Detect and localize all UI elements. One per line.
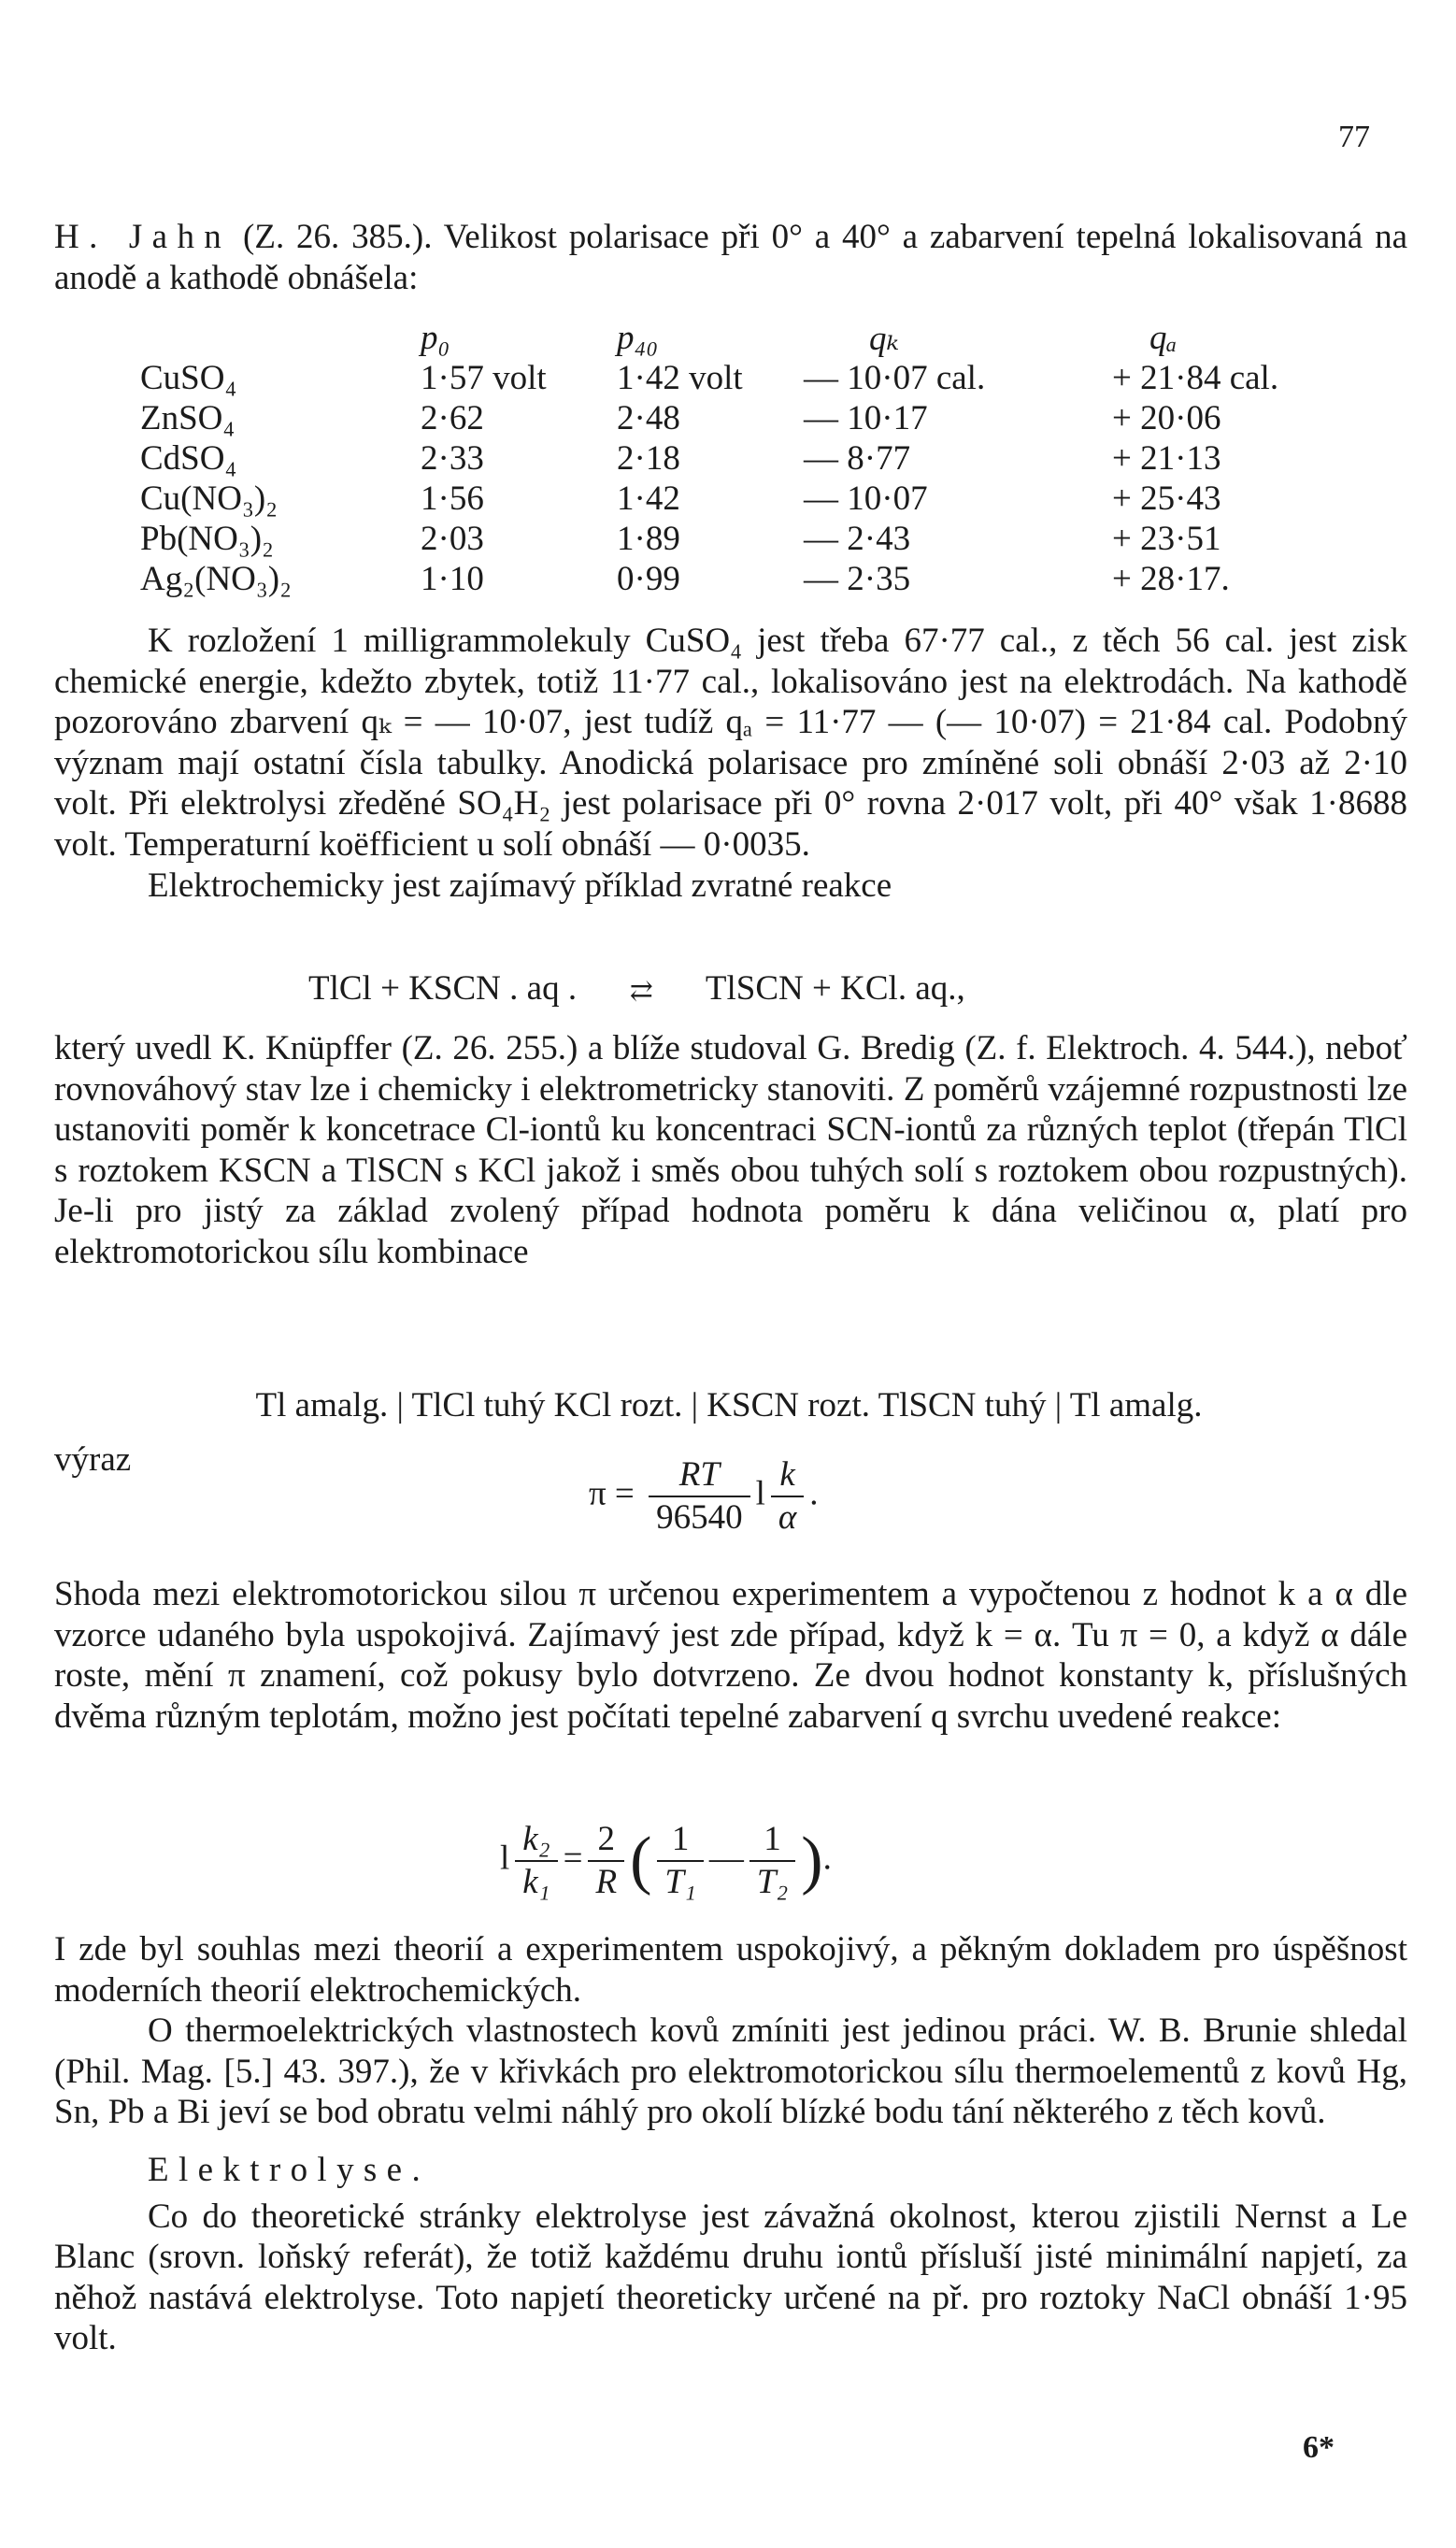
author-name: H. Jahn — [54, 218, 232, 256]
denominator: T₁ — [664, 1863, 696, 1901]
table-cell: CdSO₄ — [140, 439, 237, 478]
table-row — [140, 559, 1308, 599]
numerator: 1 — [657, 1819, 703, 1862]
log-symbol: l — [755, 1474, 765, 1513]
table-cell: ZnSO₄ — [140, 399, 236, 437]
table-cell: 0·99 — [617, 560, 680, 598]
denominator: 96540 — [656, 1498, 743, 1537]
table-header-cell: qₐ — [1149, 319, 1178, 357]
table-cell: CuSO₄ — [140, 359, 237, 397]
section-heading: Elektrolyse. — [148, 2150, 431, 2189]
denominator: T₂ — [756, 1863, 789, 1901]
fraction — [657, 1819, 703, 1903]
formula-end: . — [809, 1474, 819, 1513]
numerator: 1 — [749, 1819, 795, 1862]
paragraph: O thermoelektrických vlastnostech kovů zmíniti jest jedinou práci. W. B. Brunie shledal (Phil. Mag. [5.] 43. 397.), že v křivkách pro elektromotorickou sílu thermoelementů z kovů Hg, Sn, Pb a Bi jeví se bod obratu velmi náhlý pro okolí blízké bodu tání některého z těch kovů. — [54, 2011, 1407, 2132]
table-row — [140, 358, 1308, 398]
fraction — [588, 1819, 624, 1903]
numerator: RT — [649, 1454, 750, 1497]
table-cell: — 2·43 — [804, 520, 911, 558]
table-row — [140, 519, 1308, 559]
reaction-right: TlSCN + KCl. aq., — [705, 969, 965, 1008]
formula-end: . — [822, 1839, 832, 1878]
denominator: k₁ — [522, 1863, 550, 1901]
table-cell: 2·03 — [421, 520, 484, 558]
intro-reference: (Z. 26. 385.). — [243, 218, 433, 256]
table-cell: + 25·43 — [1112, 480, 1221, 518]
table-header-row — [140, 318, 1308, 358]
equilibrium-arrow-icon: ⇄ — [629, 976, 653, 1008]
galvanic-cell: Tl amalg. | TlCl tuhý KCl rozt. | KSCN rozt. TlSCN tuhý | Tl amalg. — [255, 1386, 1203, 1424]
fraction — [515, 1819, 557, 1903]
fraction — [649, 1454, 750, 1539]
body-section-3 — [54, 1574, 1407, 1737]
table-cell: 2·18 — [617, 439, 680, 478]
table-cell: 1·10 — [421, 560, 484, 598]
intro-text: Velikost polarisace při 0° a 40° a zabarvení tepelná lokalisovaná na anodě a kathodě obnášela: — [54, 218, 1408, 297]
table-cell: Cu(NO₃)₂ — [140, 480, 278, 518]
table-cell: 2·33 — [421, 439, 484, 478]
table-cell: — 2·35 — [804, 560, 911, 598]
table-cell: 1·56 — [421, 480, 484, 518]
paragraph: Shoda mezi elektromotorickou silou π určenou experimentem a vypočtenou z hodnot k a α dle vzorce udaného byla uspokojivá. Zajímavý jest zde případ, když k = α. Tu π = 0, a když α dále roste, mění π znamení, což pokusy bylo dotvrzeno. Ze dvou hodnot konstanty k, příslušných dvěma různým teplotám, možno jest počítati tepelné zabarvení q svrchu uvedené reakce: — [54, 1575, 1407, 1736]
reaction-left: TlCl + KSCN . aq . — [308, 969, 578, 1008]
intro-paragraph — [54, 217, 1407, 298]
right-paren-icon: ) — [801, 1825, 823, 1897]
body-section-2 — [54, 1028, 1407, 1273]
minus-sign: — — [708, 1839, 744, 1878]
table-cell: + 28·17. — [1112, 560, 1230, 598]
denominator: R — [595, 1863, 618, 1901]
body-section-1 — [54, 621, 1407, 906]
table-cell: — 10·07 — [804, 480, 928, 518]
formula-1 — [589, 1454, 819, 1539]
table-header-cell: p₄₀ — [617, 319, 659, 357]
table-header-cell: p₀ — [421, 319, 450, 357]
formula-2 — [500, 1819, 832, 1903]
formula-label: výraz — [54, 1440, 132, 1479]
numerator: k₂ — [515, 1819, 557, 1862]
table-cell: + 21·13 — [1112, 439, 1221, 478]
table-cell: 1·89 — [617, 520, 680, 558]
table-cell: 2·48 — [617, 399, 680, 437]
paragraph: K rozložení 1 milligrammolekuly CuSO₄ jest třeba 67·77 cal., z těch 56 cal. jest zisk chemické energie, kdežto zbytek, totiž 11·77 cal., lokalisováno jest na elektrodách. Na kathodě pozorováno zbarvení qₖ = — 10·07, jest tudíž qₐ = 11·77 — (— 10·07) = 21·84 cal. Podobný význam mají ostatní čísla tabulky. Anodická polarisace pro zmíněné soli obnáší 2·03 až 2·10 volt. Při elektrolysi zředěné SO₄H₂ jest polarisace při 0° rovna 2·017 volt, při 40° však 1·8688 volt. Temperaturní koëfficient u solí obnáší — 0·0035. — [54, 622, 1407, 864]
denominator: α — [778, 1498, 797, 1537]
table-cell: + 20·06 — [1112, 399, 1221, 437]
equals-sign: = — [563, 1839, 583, 1878]
fraction — [771, 1454, 804, 1539]
formula-lhs: π = — [589, 1474, 635, 1513]
signature-mark: 6* — [1303, 2430, 1335, 2465]
table-row — [140, 398, 1308, 438]
fraction — [749, 1819, 795, 1903]
table-cell: Pb(NO₃)₂ — [140, 520, 274, 558]
table-cell: 1·42 — [617, 480, 680, 518]
table-cell: + 21·84 cal. — [1112, 359, 1279, 397]
page-number: 77 — [1338, 120, 1370, 154]
paragraph: Co do theoretické stránky elektrolyse jest závažná okolnost, kterou zjistili Nernst a Le Blanc (srovn. loňský referát), že totiž každému druhu iontů přísluší jisté minimální napjetí, za něhož nastává elektrolyse. Toto napjetí theoreticky určené na př. pro roztoky NaCl obnáší 1·95 volt. — [54, 2197, 1407, 2358]
table-header-cell: qₖ — [869, 320, 899, 358]
table-cell: 1·42 volt — [617, 359, 743, 397]
reaction-equation — [308, 968, 965, 1009]
body-section-4 — [54, 1929, 1407, 2359]
table-cell: — 10·07 cal. — [804, 359, 986, 397]
table-cell: 2·62 — [421, 399, 484, 437]
table-row — [140, 438, 1308, 479]
paragraph: který uvedl K. Knüpffer (Z. 26. 255.) a blíže studoval G. Bredig (Z. f. Elektroch. 4. 544.), neboť rovnováhový stav lze i chemicky i elektrometricky stanoviti. Z poměrů vzájemné rozpustnosti lze ustanoviti poměr k koncetrace Cl-iontů ku koncentraci SCN-iontů za různých teplot (třepán TlCl s roztokem KSCN a TlSCN s KCl jakož i směs obou tuhých solí s roztokem obou rozpustných). Je-li pro jistý za základ zvolený případ hodnota poměru k dána veličinou α, platí pro elektromotorickou sílu kombinace — [54, 1029, 1407, 1271]
left-paren-icon: ( — [630, 1825, 652, 1897]
numerator: 2 — [588, 1819, 624, 1862]
log-symbol: l — [500, 1839, 510, 1878]
numerator: k — [771, 1454, 804, 1497]
polarisation-table — [140, 318, 1308, 599]
paragraph: I zde byl souhlas mezi theorií a experimentem uspokojivý, a pěkným dokladem pro úspěšnost moderních theorií elektrochemických. — [54, 1930, 1407, 2010]
table-cell: + 23·51 — [1112, 520, 1221, 558]
table-cell: 1·57 volt — [421, 359, 547, 397]
table-row — [140, 479, 1308, 519]
table-cell: — 10·17 — [804, 399, 928, 437]
table-cell: Ag₂(NO₃)₂ — [140, 560, 293, 598]
paragraph: Elektrochemicky jest zajímavý příklad zvratné reakce — [148, 866, 892, 905]
table-cell: — 8·77 — [804, 439, 911, 478]
